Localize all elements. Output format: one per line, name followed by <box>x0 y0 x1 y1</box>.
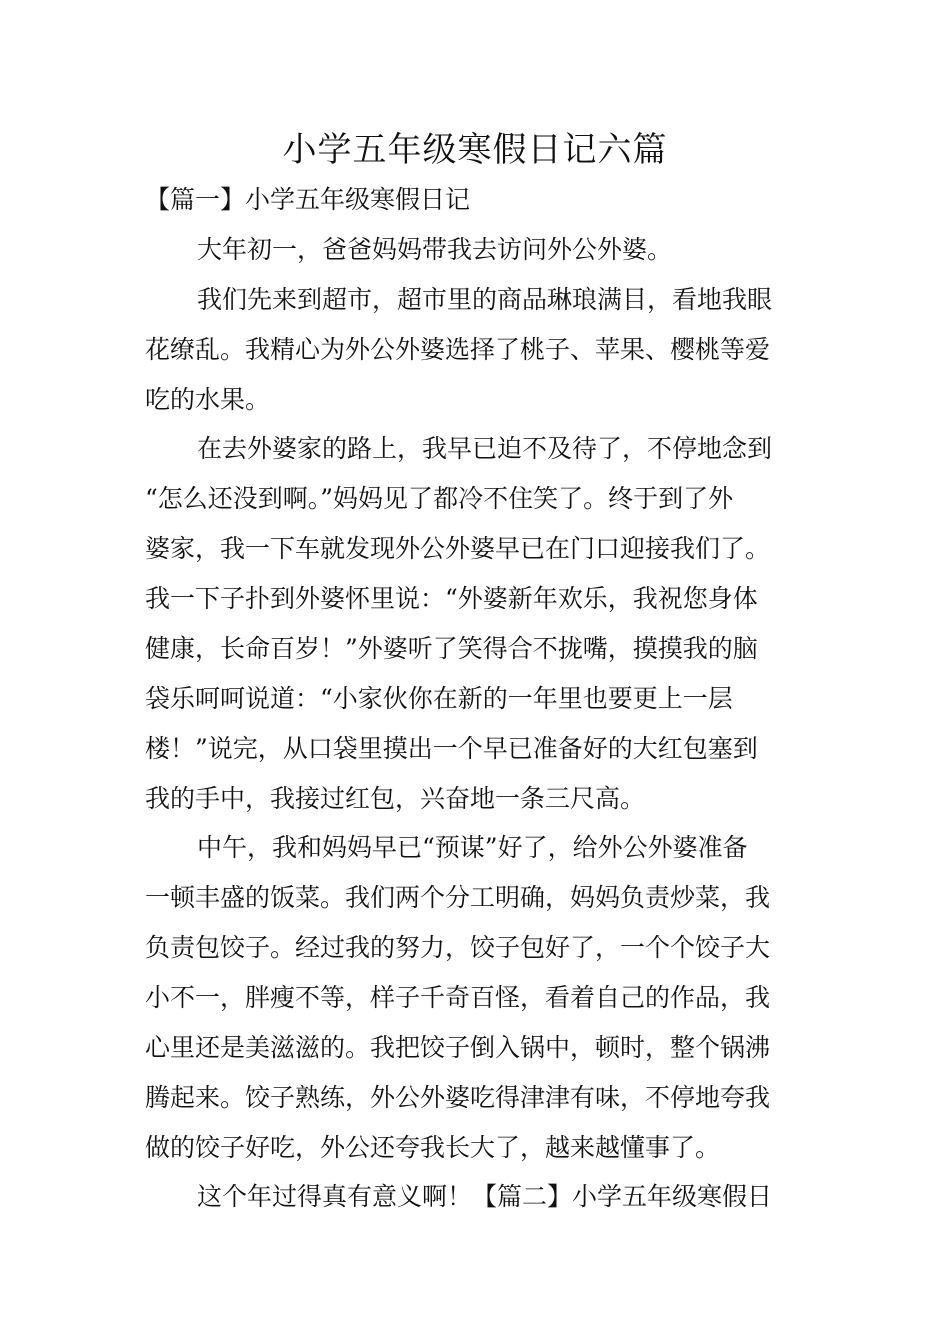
text-line: 婆家，我一下车就发现外公外婆早已在门口迎接我们了。 <box>145 534 771 563</box>
text-line: 这个年过得真有意义啊！【篇二】小学五年级寒假日 <box>197 1182 773 1211</box>
text-line: 吃的水果。 <box>145 385 271 414</box>
text-line: 腾起来。饺子熟练，外公外婆吃得津津有味，不停地夸我 <box>145 1083 771 1112</box>
text-line: 袋乐呵呵说道：“小家伙你在新的一年里也要更上一层 <box>145 684 733 713</box>
text-line: 我的手中，我接过红包，兴奋地一条三尺高。 <box>145 784 646 813</box>
text-line: 楼！”说完，从口袋里摸出一个早已准备好的大红包塞到 <box>145 734 758 763</box>
text-line: 负责包饺子。经过我的努力，饺子包好了，一个个饺子大 <box>145 933 771 962</box>
text-line: “怎么还没到啊。”妈妈见了都冷不住笑了。终于到了外 <box>145 484 734 513</box>
text-line: 我一下子扑到外婆怀里说：“外婆新年欢乐，我祝您身体 <box>145 584 758 613</box>
document-title: 小学五年级寒假日记六篇 <box>282 130 668 170</box>
text-line: 心里还是美滋滋的。我把饺子倒入锅中，顿时，整个锅沸 <box>145 1033 771 1062</box>
text-line: 花缭乱。我精心为外公外婆选择了桃子、苹果、樱桃等爱 <box>145 335 771 364</box>
text-line: 大年初一，爸爸妈妈带我去访问外公外婆。 <box>197 235 673 264</box>
text-line: 我们先来到超市，超市里的商品琳琅满目，看地我眼 <box>197 285 773 314</box>
text-line: 一顿丰盛的饭菜。我们两个分工明确，妈妈负责炒菜，我 <box>145 883 771 912</box>
text-line: 在去外婆家的路上，我早已迫不及待了，不停地念到 <box>197 434 773 463</box>
text-line: 做的饺子好吃，外公还夸我长大了，越来越懂事了。 <box>145 1133 721 1162</box>
text-line: 小不一，胖瘦不等，样子千奇百怪，看着自己的作品，我 <box>145 983 771 1012</box>
text-line: 中午，我和妈妈早已“预谋”好了，给外公外婆准备 <box>197 833 748 862</box>
section-heading: 【篇一】小学五年级寒假日记 <box>145 185 471 214</box>
text-line: 健康，长命百岁！”外婆听了笑得合不拢嘴，摸摸我的脑 <box>145 634 758 663</box>
